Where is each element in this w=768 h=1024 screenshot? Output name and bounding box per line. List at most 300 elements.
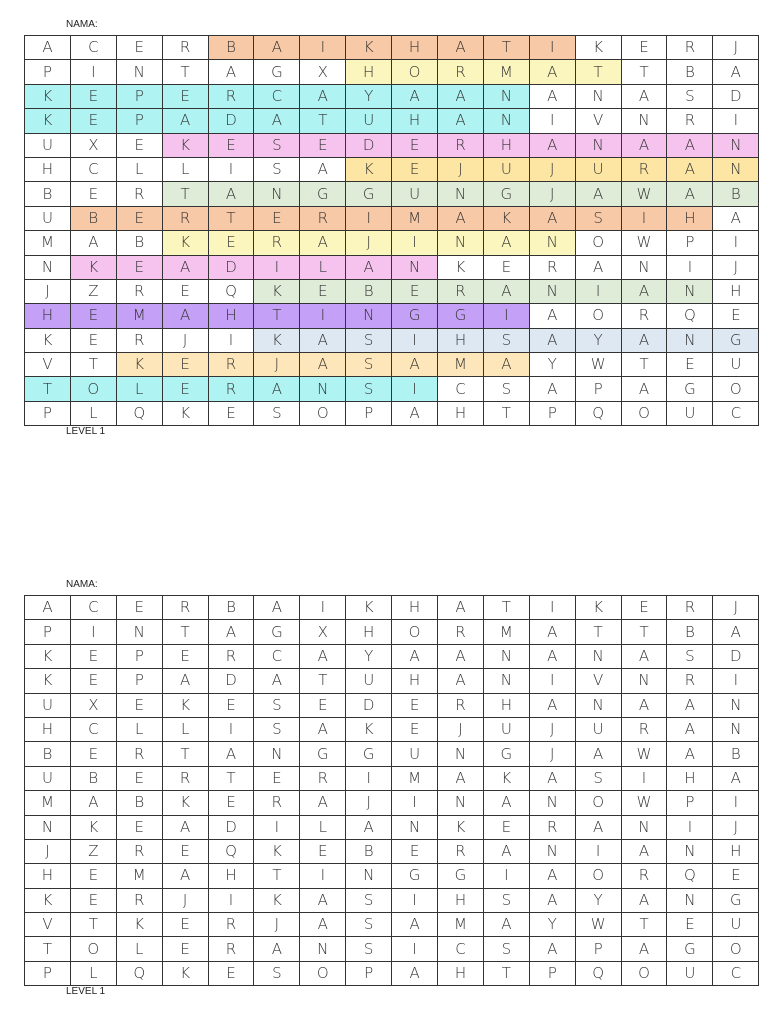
grid-cell[interactable]: G [254,60,300,84]
grid-cell[interactable]: E [621,36,667,60]
grid-cell[interactable]: N [621,109,667,133]
grid-cell[interactable]: E [208,961,254,985]
grid-cell[interactable]: N [483,644,529,668]
grid-cell[interactable]: K [254,888,300,912]
grid-cell[interactable]: A [162,669,208,693]
grid-cell[interactable]: M [116,864,162,888]
grid-cell[interactable]: H [392,596,438,620]
grid-cell[interactable]: K [483,206,529,230]
grid-cell[interactable]: S [575,206,621,230]
grid-cell[interactable]: A [392,644,438,668]
grid-cell[interactable]: K [483,766,529,790]
grid-cell[interactable]: H [208,864,254,888]
grid-cell[interactable]: B [713,182,759,206]
grid-cell[interactable]: B [208,596,254,620]
grid-cell[interactable]: A [346,815,392,839]
grid-cell[interactable]: E [116,596,162,620]
grid-cell[interactable]: N [438,182,484,206]
grid-cell[interactable]: A [300,353,346,377]
grid-cell[interactable]: Q [116,961,162,985]
grid-cell[interactable]: S [254,133,300,157]
grid-cell[interactable]: I [208,888,254,912]
grid-cell[interactable]: E [116,36,162,60]
grid-cell[interactable]: A [713,206,759,230]
grid-cell[interactable]: N [529,279,575,303]
grid-cell[interactable]: U [25,693,71,717]
grid-cell[interactable]: A [208,620,254,644]
grid-cell[interactable]: O [300,401,346,425]
grid-cell[interactable]: E [667,913,713,937]
grid-cell[interactable]: A [529,304,575,328]
grid-cell[interactable]: P [25,961,71,985]
grid-cell[interactable]: P [25,60,71,84]
grid-cell[interactable]: E [162,377,208,401]
grid-cell[interactable]: I [713,791,759,815]
grid-cell[interactable]: P [667,231,713,255]
grid-cell[interactable]: R [116,742,162,766]
grid-cell[interactable]: D [346,693,392,717]
grid-cell[interactable]: S [254,157,300,181]
grid-cell[interactable]: W [621,231,667,255]
grid-cell[interactable]: N [483,669,529,693]
grid-cell[interactable]: N [438,231,484,255]
grid-cell[interactable]: A [300,84,346,108]
grid-cell[interactable]: H [438,961,484,985]
grid-cell[interactable]: N [667,328,713,352]
grid-cell[interactable]: U [713,353,759,377]
grid-cell[interactable]: I [529,109,575,133]
grid-cell[interactable]: A [621,644,667,668]
grid-cell[interactable]: M [25,791,71,815]
grid-cell[interactable]: V [25,913,71,937]
grid-cell[interactable]: T [25,937,71,961]
grid-cell[interactable]: M [392,766,438,790]
grid-cell[interactable]: E [70,84,116,108]
grid-cell[interactable]: M [392,206,438,230]
grid-cell[interactable]: E [667,353,713,377]
grid-cell[interactable]: W [621,182,667,206]
grid-cell[interactable]: E [70,109,116,133]
grid-cell[interactable]: A [483,231,529,255]
grid-cell[interactable]: H [438,888,484,912]
grid-cell[interactable]: H [483,133,529,157]
grid-cell[interactable]: D [208,669,254,693]
grid-cell[interactable]: I [70,620,116,644]
grid-cell[interactable]: J [162,328,208,352]
grid-cell[interactable]: N [575,133,621,157]
grid-cell[interactable]: U [392,742,438,766]
grid-cell[interactable]: H [667,766,713,790]
grid-cell[interactable]: O [70,377,116,401]
grid-cell[interactable]: E [70,742,116,766]
grid-cell[interactable]: E [392,693,438,717]
grid-cell[interactable]: E [70,182,116,206]
grid-cell[interactable]: C [713,401,759,425]
grid-cell[interactable]: G [483,182,529,206]
word-search-grid[interactable] [24,35,759,426]
grid-cell[interactable]: B [70,766,116,790]
grid-cell[interactable]: N [346,864,392,888]
grid-cell[interactable]: E [392,839,438,863]
grid-cell[interactable]: A [529,864,575,888]
grid-cell[interactable]: J [346,791,392,815]
grid-cell[interactable]: N [438,742,484,766]
grid-cell[interactable]: R [254,231,300,255]
grid-cell[interactable]: T [70,913,116,937]
grid-cell[interactable]: L [300,815,346,839]
grid-cell[interactable]: U [575,717,621,741]
grid-cell[interactable]: C [70,36,116,60]
grid-cell[interactable]: A [529,766,575,790]
grid-cell[interactable]: K [575,36,621,60]
grid-cell[interactable]: E [300,693,346,717]
grid-cell[interactable]: B [208,36,254,60]
grid-cell[interactable]: C [254,644,300,668]
grid-cell[interactable]: M [483,60,529,84]
grid-cell[interactable]: E [621,596,667,620]
grid-cell[interactable]: U [346,669,392,693]
grid-cell[interactable]: Q [667,304,713,328]
grid-cell[interactable]: N [254,182,300,206]
grid-cell[interactable]: R [438,133,484,157]
grid-cell[interactable]: A [575,255,621,279]
grid-cell[interactable]: A [667,742,713,766]
grid-cell[interactable]: I [529,669,575,693]
grid-cell[interactable]: A [254,669,300,693]
grid-cell[interactable]: E [483,815,529,839]
grid-cell[interactable]: N [529,231,575,255]
grid-cell[interactable]: I [713,231,759,255]
grid-cell[interactable]: O [575,231,621,255]
grid-cell[interactable]: J [438,717,484,741]
grid-cell[interactable]: J [529,717,575,741]
grid-cell[interactable]: B [116,231,162,255]
grid-cell[interactable]: R [162,766,208,790]
grid-cell[interactable]: S [346,937,392,961]
grid-cell[interactable]: N [713,157,759,181]
grid-cell[interactable]: A [529,693,575,717]
grid-cell[interactable]: R [621,304,667,328]
grid-cell[interactable]: M [438,353,484,377]
grid-cell[interactable]: A [621,328,667,352]
grid-cell[interactable]: T [621,60,667,84]
grid-cell[interactable]: E [162,839,208,863]
grid-cell[interactable]: A [483,791,529,815]
grid-cell[interactable]: L [162,157,208,181]
grid-cell[interactable]: C [70,157,116,181]
grid-cell[interactable]: P [25,401,71,425]
grid-cell[interactable]: I [667,815,713,839]
grid-cell[interactable]: E [116,766,162,790]
grid-cell[interactable]: N [667,888,713,912]
grid-cell[interactable]: A [254,377,300,401]
grid-cell[interactable]: I [392,328,438,352]
grid-cell[interactable]: B [25,182,71,206]
grid-cell[interactable]: J [25,839,71,863]
grid-cell[interactable]: N [575,644,621,668]
grid-cell[interactable]: A [392,961,438,985]
grid-cell[interactable]: S [254,401,300,425]
grid-cell[interactable]: A [483,353,529,377]
grid-cell[interactable]: O [575,864,621,888]
grid-cell[interactable]: O [713,937,759,961]
grid-cell[interactable]: S [483,937,529,961]
grid-cell[interactable]: R [208,84,254,108]
word-search-grid[interactable] [24,595,759,986]
grid-cell[interactable]: R [667,596,713,620]
grid-cell[interactable]: M [483,620,529,644]
grid-cell[interactable]: G [300,742,346,766]
grid-cell[interactable]: A [300,644,346,668]
grid-cell[interactable]: E [300,839,346,863]
grid-cell[interactable]: U [392,182,438,206]
grid-cell[interactable]: H [208,304,254,328]
grid-cell[interactable]: G [667,937,713,961]
grid-cell[interactable]: T [483,596,529,620]
grid-cell[interactable]: P [575,377,621,401]
grid-cell[interactable]: E [162,937,208,961]
grid-cell[interactable]: Y [346,644,392,668]
grid-cell[interactable]: P [346,401,392,425]
grid-cell[interactable]: R [116,182,162,206]
grid-cell[interactable]: R [162,36,208,60]
grid-cell[interactable]: R [621,157,667,181]
grid-cell[interactable]: A [392,401,438,425]
grid-cell[interactable]: I [392,377,438,401]
grid-cell[interactable]: A [438,644,484,668]
grid-cell[interactable]: W [575,913,621,937]
grid-cell[interactable]: W [621,742,667,766]
grid-cell[interactable]: G [713,328,759,352]
grid-cell[interactable]: K [70,255,116,279]
grid-cell[interactable]: J [529,182,575,206]
grid-cell[interactable]: J [254,353,300,377]
grid-cell[interactable]: I [483,864,529,888]
grid-cell[interactable]: E [392,133,438,157]
grid-cell[interactable]: K [162,791,208,815]
grid-cell[interactable]: R [529,815,575,839]
grid-cell[interactable]: K [25,109,71,133]
grid-cell[interactable]: O [392,60,438,84]
grid-cell[interactable]: H [25,864,71,888]
grid-cell[interactable]: A [483,913,529,937]
grid-cell[interactable]: N [438,791,484,815]
grid-cell[interactable]: R [529,255,575,279]
grid-cell[interactable]: J [713,815,759,839]
grid-cell[interactable]: R [208,377,254,401]
grid-cell[interactable]: A [621,377,667,401]
grid-cell[interactable]: R [300,766,346,790]
grid-cell[interactable]: N [621,255,667,279]
grid-cell[interactable]: A [713,60,759,84]
grid-cell[interactable]: B [70,206,116,230]
grid-cell[interactable]: U [483,157,529,181]
grid-cell[interactable]: E [208,401,254,425]
grid-cell[interactable]: R [667,669,713,693]
grid-cell[interactable]: T [300,669,346,693]
grid-cell[interactable]: E [116,693,162,717]
grid-cell[interactable]: P [346,961,392,985]
grid-cell[interactable]: A [529,133,575,157]
grid-cell[interactable]: E [254,766,300,790]
grid-cell[interactable]: J [162,888,208,912]
grid-cell[interactable]: N [254,742,300,766]
grid-cell[interactable]: N [667,839,713,863]
grid-cell[interactable]: B [713,742,759,766]
grid-cell[interactable]: N [713,693,759,717]
grid-cell[interactable]: A [25,596,71,620]
grid-cell[interactable]: T [621,913,667,937]
grid-cell[interactable]: L [70,401,116,425]
grid-cell[interactable]: J [529,742,575,766]
grid-cell[interactable]: R [208,644,254,668]
grid-cell[interactable]: S [254,717,300,741]
grid-cell[interactable]: O [713,377,759,401]
grid-cell[interactable]: K [162,693,208,717]
grid-cell[interactable]: K [162,133,208,157]
grid-cell[interactable]: A [300,913,346,937]
grid-cell[interactable]: A [300,328,346,352]
grid-cell[interactable]: J [346,231,392,255]
grid-cell[interactable]: R [162,206,208,230]
grid-cell[interactable]: K [438,815,484,839]
grid-cell[interactable]: K [25,669,71,693]
grid-cell[interactable]: G [713,888,759,912]
grid-cell[interactable]: U [483,717,529,741]
grid-cell[interactable]: R [667,109,713,133]
grid-cell[interactable]: H [392,669,438,693]
grid-cell[interactable]: A [438,206,484,230]
grid-cell[interactable]: A [25,36,71,60]
grid-cell[interactable]: A [438,84,484,108]
grid-cell[interactable]: R [438,279,484,303]
grid-cell[interactable]: D [713,644,759,668]
grid-cell[interactable]: I [254,815,300,839]
grid-cell[interactable]: K [25,888,71,912]
grid-cell[interactable]: I [346,206,392,230]
grid-cell[interactable]: A [208,742,254,766]
grid-cell[interactable]: E [254,206,300,230]
grid-cell[interactable]: R [667,36,713,60]
grid-cell[interactable]: K [346,596,392,620]
grid-cell[interactable]: A [162,864,208,888]
grid-cell[interactable]: A [529,620,575,644]
grid-cell[interactable]: A [667,157,713,181]
grid-cell[interactable]: A [162,815,208,839]
grid-cell[interactable]: R [208,913,254,937]
grid-cell[interactable]: U [667,401,713,425]
grid-cell[interactable]: X [70,693,116,717]
grid-cell[interactable]: P [116,84,162,108]
grid-cell[interactable]: I [621,766,667,790]
grid-cell[interactable]: I [208,157,254,181]
grid-cell[interactable]: B [346,839,392,863]
grid-cell[interactable]: E [392,717,438,741]
grid-cell[interactable]: T [162,182,208,206]
grid-cell[interactable]: D [346,133,392,157]
grid-cell[interactable]: U [346,109,392,133]
grid-cell[interactable]: A [529,888,575,912]
grid-cell[interactable]: N [483,109,529,133]
grid-cell[interactable]: E [208,231,254,255]
grid-cell[interactable]: V [575,669,621,693]
grid-cell[interactable]: R [116,888,162,912]
grid-cell[interactable]: Q [575,401,621,425]
grid-cell[interactable]: C [70,596,116,620]
grid-cell[interactable]: R [438,60,484,84]
grid-cell[interactable]: R [254,791,300,815]
grid-cell[interactable]: A [300,717,346,741]
grid-cell[interactable]: K [254,328,300,352]
grid-cell[interactable]: N [575,84,621,108]
grid-cell[interactable]: B [667,60,713,84]
grid-cell[interactable]: E [116,206,162,230]
grid-cell[interactable]: A [621,84,667,108]
grid-cell[interactable]: R [621,717,667,741]
grid-cell[interactable]: N [621,669,667,693]
grid-cell[interactable]: J [254,913,300,937]
grid-cell[interactable]: E [70,864,116,888]
grid-cell[interactable]: I [346,766,392,790]
grid-cell[interactable]: J [25,279,71,303]
grid-cell[interactable]: T [483,36,529,60]
grid-cell[interactable]: A [483,839,529,863]
grid-cell[interactable]: U [25,766,71,790]
grid-cell[interactable]: E [70,888,116,912]
grid-cell[interactable]: Y [575,328,621,352]
grid-cell[interactable]: C [713,961,759,985]
grid-cell[interactable]: A [300,888,346,912]
grid-cell[interactable]: G [438,304,484,328]
grid-cell[interactable]: P [575,937,621,961]
grid-cell[interactable]: I [392,937,438,961]
grid-cell[interactable]: R [208,937,254,961]
grid-cell[interactable]: N [483,84,529,108]
grid-cell[interactable]: A [162,304,208,328]
grid-cell[interactable]: P [529,401,575,425]
grid-cell[interactable]: H [346,60,392,84]
grid-cell[interactable]: Y [575,888,621,912]
grid-cell[interactable]: S [254,961,300,985]
grid-cell[interactable]: S [483,888,529,912]
grid-cell[interactable]: E [713,304,759,328]
grid-cell[interactable]: T [254,864,300,888]
grid-cell[interactable]: R [116,279,162,303]
grid-cell[interactable]: H [346,620,392,644]
grid-cell[interactable]: E [208,693,254,717]
grid-cell[interactable]: N [529,839,575,863]
grid-cell[interactable]: A [621,133,667,157]
grid-cell[interactable]: B [25,742,71,766]
grid-cell[interactable]: K [254,839,300,863]
grid-cell[interactable]: R [116,839,162,863]
grid-cell[interactable]: K [116,913,162,937]
grid-cell[interactable]: G [667,377,713,401]
grid-cell[interactable]: K [25,84,71,108]
grid-cell[interactable]: B [116,791,162,815]
grid-cell[interactable]: A [529,84,575,108]
grid-cell[interactable]: U [713,913,759,937]
grid-cell[interactable]: K [162,961,208,985]
grid-cell[interactable]: G [254,620,300,644]
grid-cell[interactable]: U [667,961,713,985]
grid-cell[interactable]: D [208,255,254,279]
grid-cell[interactable]: S [667,84,713,108]
grid-cell[interactable]: B [346,279,392,303]
grid-cell[interactable]: J [529,157,575,181]
grid-cell[interactable]: A [575,815,621,839]
grid-cell[interactable]: A [529,328,575,352]
